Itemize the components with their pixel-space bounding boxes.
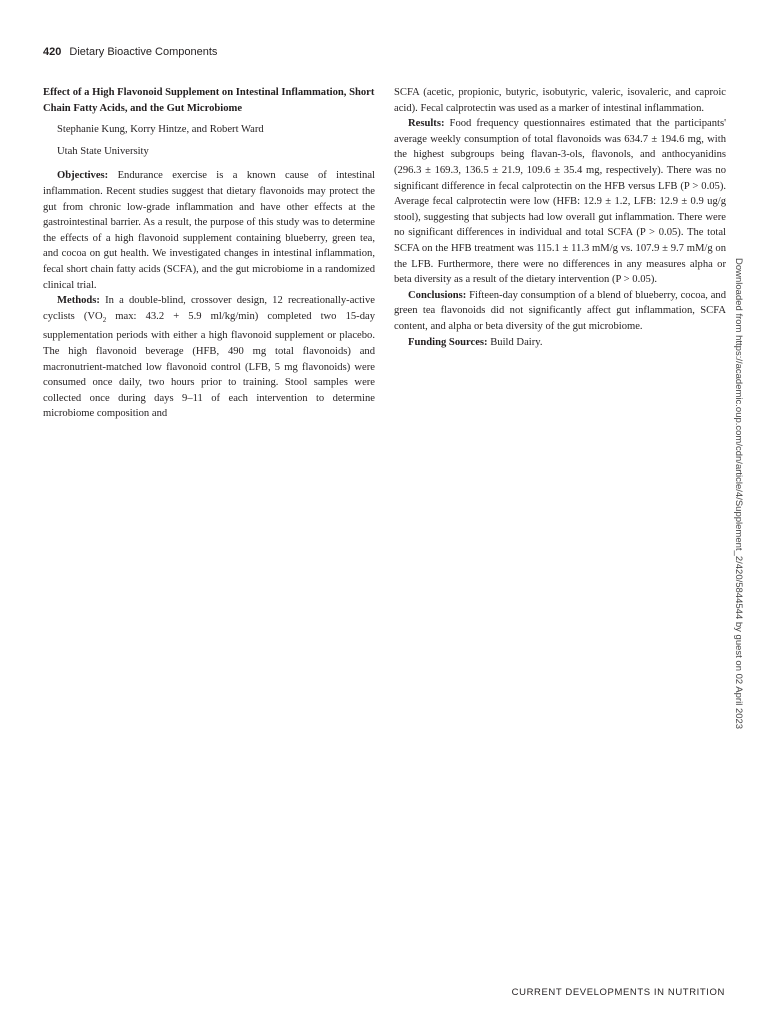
methods-paragraph [43,293,375,422]
results-label: Results: [408,118,445,130]
methods-text-b: max: 43.2 + 5.9 ml/kg/min) completed two 15-day supplementation periods with either a high flavonoid supplement or placebo. The high flavonoid beverage (HFB, 490 mg total flavonoids) and macronutrient-matched low flavonoid control (LFB, 5 mg flavonoids) were consumed once daily, two hours prior to training. Stool samples were collected once during days 9–11 of each intervention to determine microbiome composition and [43,310,375,420]
left-column [43,85,375,422]
right-column [394,85,726,350]
article-authors: Stephanie Kung, Korry Hintze, and Robert Ward [57,124,264,136]
article-affiliation: Utah State University [57,145,149,157]
funding-label: Funding Sources: [408,336,488,348]
funding-text: Build Dairy. [487,336,543,348]
conclusions-text: Fifteen-day consumption of a blend of blueberry, cocoa, and green tea flavonoids did not significantly affect gut inflammation, SCFA content, and alpha or beta diversity of the gut microbiome. [394,289,726,332]
results-text: Food frequency questionnaires estimated that the participants' average weekly consumption of total flavonoids was 634.7 ± 194.6 mg, with the highest subgroups being flavan-3-ols, flavonols, and anthocyanidins (296.3 ± 169.3, 136.5 ± 21.9, 109.6 ± 35.4 mg, respectively). There was no significant difference in fecal calprotectin on the HFB versus LFB (P > 0.05). Average fecal calprotectin were low (HFB: 12.9 ± 1.2, LFB: 12.9 ± 0.9 ug/g stool), suggesting that subjects had low overall gut inflammation. There were no significant differences in individual and total SCFA (P > 0.05). The total SCFA on the HFB treatment was 115.1 ± 11.3 mM/g vs. 107.9 ± 9.7 mM/g on the LFB. Furthermore, there were no differences in any measures alpha or beta diversity as a result of the dietary intervention (P > 0.05). [394,118,726,286]
conclusions-label: Conclusions: [408,289,467,301]
section-title: Dietary Bioactive Components [69,46,218,58]
article-title: Effect of a High Flavonoid Supplement on Intestinal Inflammation, Short Chain Fatty Acids, and the Gut Microbiome [43,87,375,114]
results-paragraph [394,116,726,288]
methods-label: Methods: [57,295,100,307]
methods-text-a: In a double-blind, crossover design, 12 recreationally-active cyclists (VO [43,295,375,322]
methods-continuation: SCFA (acetic, propionic, butyric, isobutyric, valeric, isovaleric, and caproic acid). Fecal calprotectin was used as a marker of intestinal inflammation. [394,87,726,114]
page-number: 420 [43,46,62,58]
page-header [43,46,217,58]
conclusions-paragraph [394,288,726,335]
funding-paragraph [394,335,726,351]
objectives-label: Objectives: [57,170,109,182]
objectives-text: Endurance exercise is a known cause of intestinal inflammation. Recent studies suggest that dietary flavonoids may protect the gut from chronic low-grade inflammation and have other effects at the gastrointestinal barrier. As a result, the purpose of this study was to determine the effects of a high flavonoid supplement containing blueberry, green tea, and cocoa on gut health. We investigated changes in intestinal inflammation, fecal short chain fatty acids (SCFA), and the gut microbiome in a randomized clinical trial. [43,170,375,291]
objectives-paragraph [43,168,375,293]
journal-footer: CURRENT DEVELOPMENTS IN NUTRITION [511,987,725,998]
download-notice: Downloaded from https://academic.oup.com/cdn/article/4/Supplement_2/420/5844544 by guest on 02 April 2023 [733,258,744,730]
methods-subscript: 2 [102,315,107,324]
